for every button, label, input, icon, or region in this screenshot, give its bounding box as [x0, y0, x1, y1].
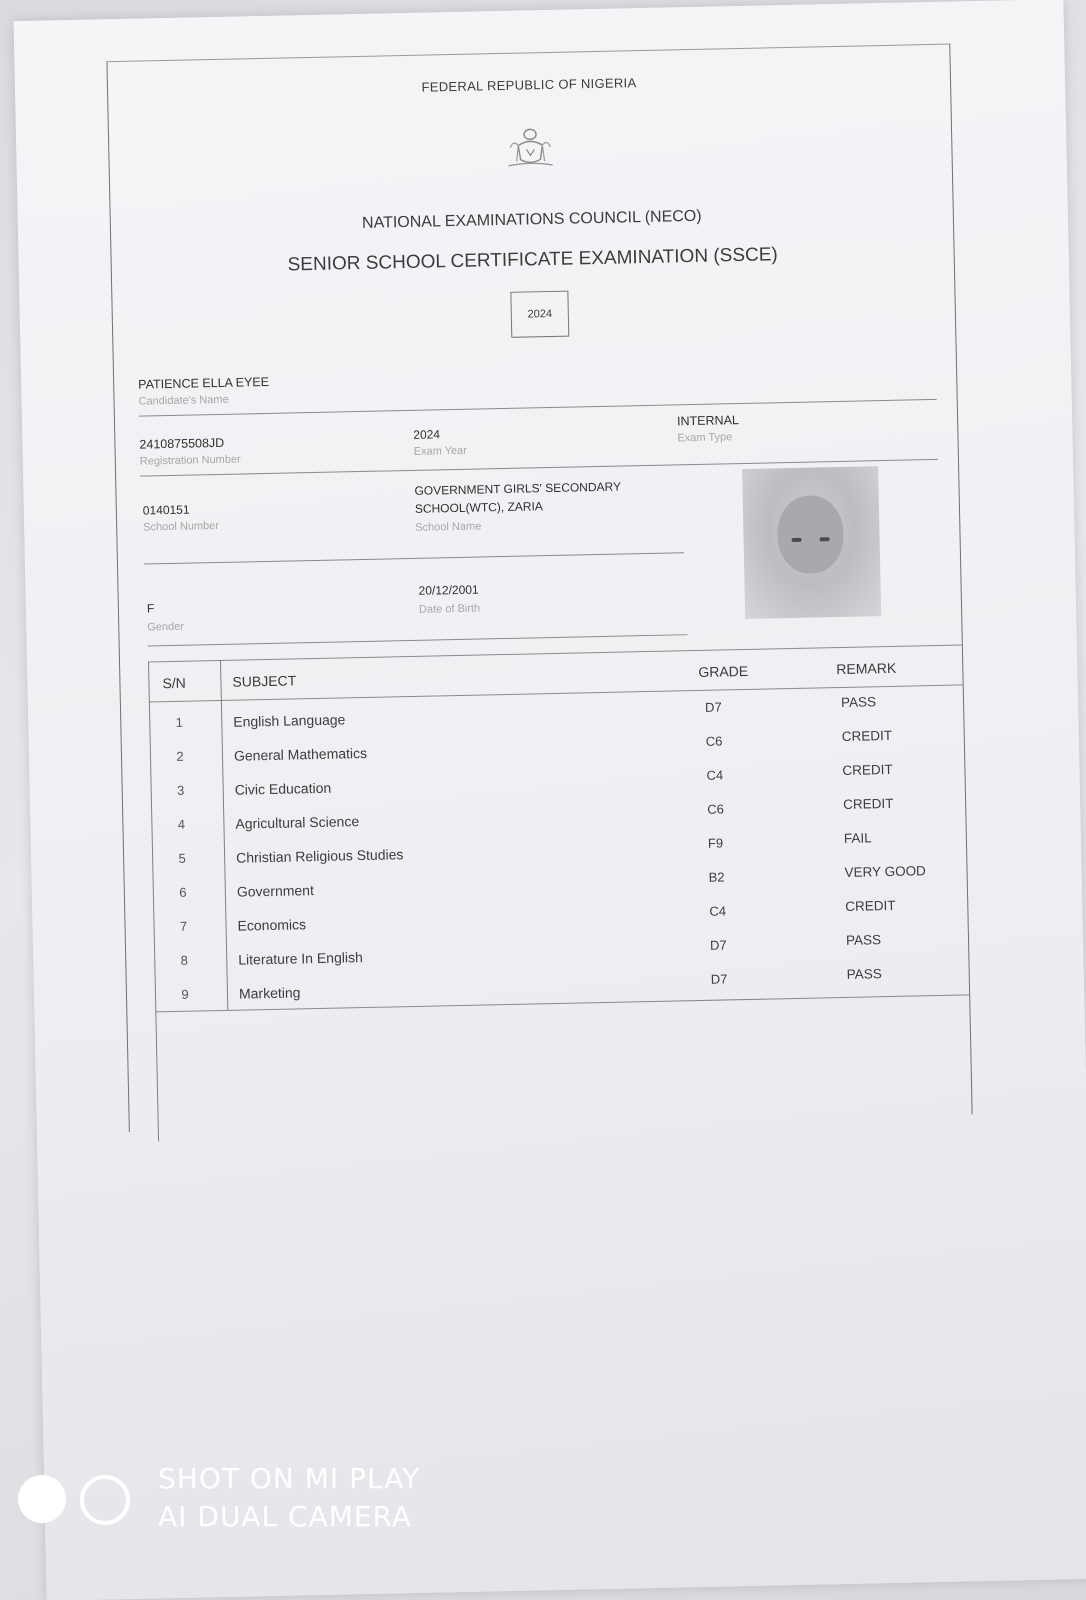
row-subject: Christian Religious Studies: [235, 846, 404, 866]
row-remark: VERY GOOD: [844, 863, 927, 880]
date-of-birth: 20/12/2001: [418, 582, 479, 598]
result-sheet: [14, 0, 1086, 1600]
passport-photo: [742, 466, 881, 619]
row-sn: 3: [176, 782, 185, 798]
row-subject: Civic Education: [234, 779, 332, 798]
candidate-name: PATIENCE ELLA EYEE: [138, 374, 270, 392]
row-grade: D7: [710, 971, 728, 987]
row-sn: 1: [175, 714, 184, 730]
row-remark: CREDIT: [845, 897, 896, 914]
header-remark: REMARK: [836, 659, 897, 678]
exam-year-label: Exam Year: [413, 444, 467, 458]
gender-label: Gender: [147, 620, 185, 634]
candidate-name-label: Candidate's Name: [138, 393, 229, 408]
lens-ring-icon: [80, 1475, 130, 1525]
row-subject: Government: [236, 882, 315, 900]
year-box: 2024: [510, 291, 569, 338]
gender: F: [146, 601, 155, 616]
row-sn: 2: [176, 748, 184, 764]
row-remark: PASS: [845, 932, 882, 948]
eye-icon: [792, 538, 802, 542]
table-column-divider: [220, 660, 228, 1010]
row-grade: D7: [704, 699, 722, 715]
table-left-border: [148, 661, 159, 1141]
row-sn: 5: [178, 850, 186, 866]
date-of-birth-label: Date of Birth: [418, 602, 481, 616]
row-grade: C6: [707, 801, 725, 817]
lens-dot-icon: [18, 1475, 66, 1523]
school-number: 0140151: [142, 502, 190, 518]
divider: [148, 634, 688, 646]
row-sn: 9: [181, 986, 189, 1002]
row-grade: B2: [708, 869, 725, 885]
exam-year: 2024: [413, 427, 441, 442]
row-remark: CREDIT: [841, 727, 893, 744]
country-heading: FEDERAL REPUBLIC OF NIGERIA: [421, 75, 637, 95]
row-grade: C4: [706, 767, 724, 783]
council-heading: NATIONAL EXAMINATIONS COUNCIL (NECO): [361, 207, 702, 232]
row-grade: D7: [709, 937, 727, 953]
row-subject: General Mathematics: [233, 744, 368, 764]
document-frame: [106, 44, 972, 1132]
row-subject: English Language: [233, 711, 346, 730]
row-sn: 7: [179, 918, 188, 934]
exam-type-label: Exam Type: [677, 431, 733, 445]
school-name-label: School Name: [415, 520, 482, 534]
header-sn: S/N: [162, 674, 186, 692]
eye-icon: [820, 537, 830, 541]
school-name-line2: SCHOOL(WTC), ZARIA: [414, 499, 543, 516]
registration-number-label: Registration Number: [139, 453, 241, 468]
row-remark: FAIL: [843, 830, 872, 846]
row-subject: Marketing: [238, 984, 301, 1002]
row-sn: 4: [177, 816, 186, 832]
exam-heading: SENIOR SCHOOL CERTIFICATE EXAMINATION (SSCE): [287, 244, 778, 276]
school-number-label: School Number: [143, 519, 220, 534]
header-grade: GRADE: [698, 662, 749, 680]
registration-number: 2410875508JD: [139, 435, 225, 452]
row-remark: PASS: [846, 966, 882, 982]
school-name-line1: GOVERNMENT GIRLS' SECONDARY: [414, 479, 622, 498]
watermark-line1: SHOT ON MI PLAY: [158, 1462, 421, 1495]
row-sn: 8: [180, 952, 189, 968]
row-remark: CREDIT: [842, 795, 894, 812]
camera-watermark: [0, 1440, 440, 1560]
row-grade: C6: [705, 733, 723, 749]
watermark-line2: AI DUAL CAMERA: [158, 1500, 413, 1533]
row-subject: Literature In English: [238, 949, 363, 968]
header-subject: SUBJECT: [232, 672, 297, 690]
row-grade: C4: [709, 903, 727, 919]
divider: [139, 399, 937, 417]
row-sn: 6: [179, 884, 187, 900]
row-remark: CREDIT: [842, 761, 893, 778]
row-remark: PASS: [840, 694, 877, 710]
divider: [144, 552, 684, 564]
exam-type: INTERNAL: [676, 413, 740, 429]
coat-of-arms-icon: [504, 125, 557, 170]
row-subject: Agricultural Science: [235, 813, 360, 832]
table-top-rule: [148, 644, 962, 662]
face-image: [777, 495, 845, 574]
row-subject: Economics: [237, 916, 307, 934]
row-grade: F9: [707, 835, 724, 851]
